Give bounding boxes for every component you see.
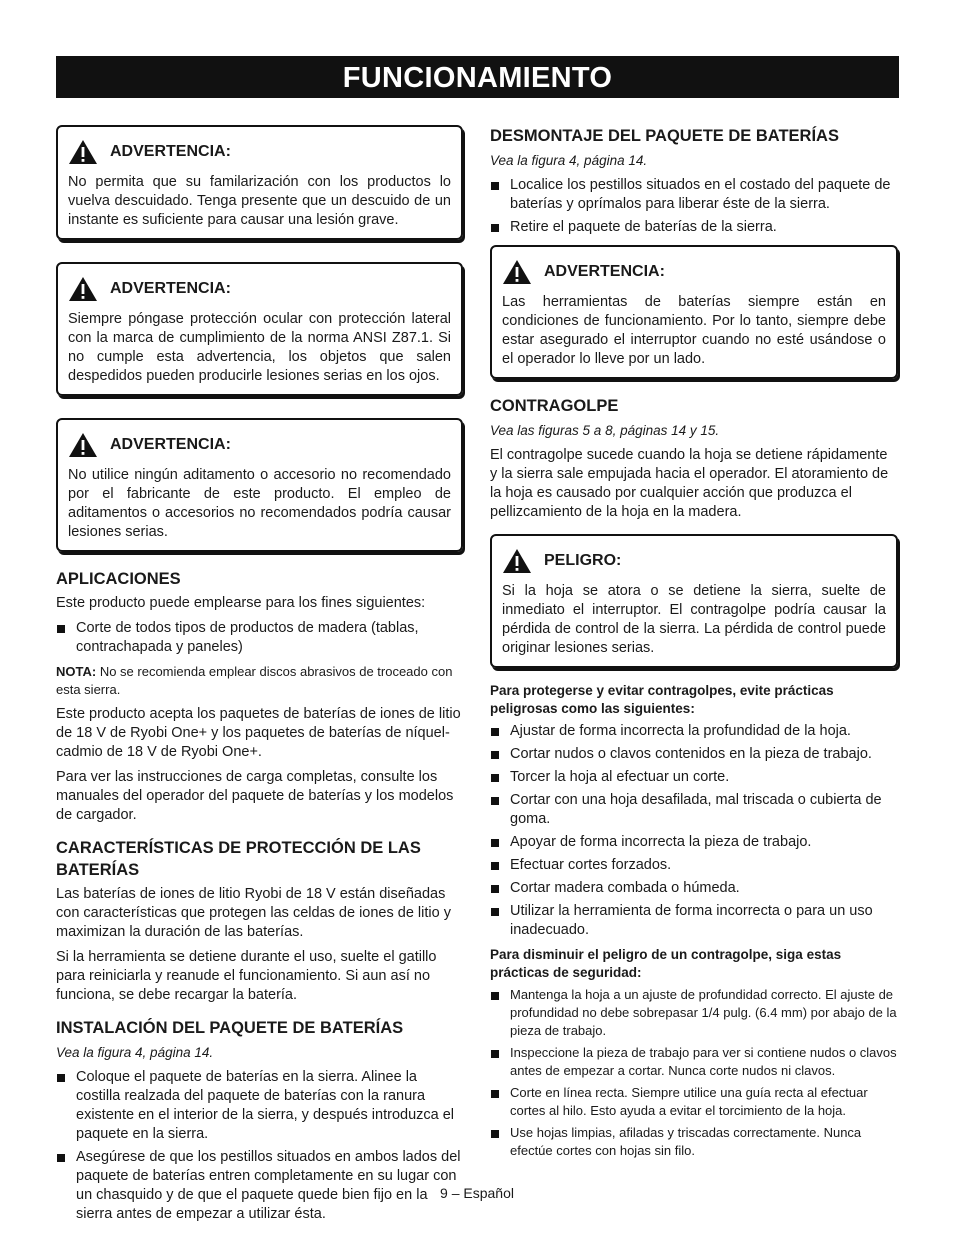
right-column	[490, 125, 898, 1172]
note-text: No se recomienda emplear discos abrasivos de troceado con esta sierra.	[56, 664, 453, 697]
warning-text: No permita que su familarización con los productos lo vuelva descuidado. Tenga presente que un descuido de un instante es suficiente para causar una lesión grave.	[68, 174, 451, 228]
bold-lead-text: Para protegerse y evitar contragolpes, evite prácticas peligrosas como las siguientes:	[490, 683, 834, 716]
bullet-list	[490, 176, 898, 237]
section-contragolpe	[490, 395, 898, 522]
list-item: Inspeccione la pieza de trabajo para ver si contiene nudos o clavos antes de empezar a cortar. Nunca corte nudos ni clavos.	[490, 1044, 898, 1080]
paragraph: Las baterías de iones de litio Ryobi de 18 V están diseñadas con características que protegen las celdas de iones de litio y maximizan la duración de las baterías.	[56, 886, 451, 940]
list-item: Retire el paquete de baterías de la sierra.	[490, 218, 898, 237]
warning-box	[490, 245, 898, 379]
figure-reference: Vea las figuras 5 a 8, páginas 14 y 15.	[490, 423, 720, 438]
list-item: Cortar nudos o clavos contenidos en la pieza de trabajo.	[490, 745, 898, 764]
danger-box	[490, 534, 898, 668]
warning-triangle-icon	[502, 259, 532, 285]
section-heading: DESMONTAJE DEL PAQUETE DE BATERÍAS	[490, 127, 839, 145]
warning-title: ADVERTENCIA:	[110, 143, 231, 160]
figure-reference: Vea la figura 4, página 14.	[56, 1045, 214, 1060]
page-title-banner: FUNCIONAMIENTO	[56, 56, 899, 98]
list-item: Efectuar cortes forzados.	[490, 856, 898, 875]
list-item: Cortar con una hoja desafilada, mal triscada o cubierta de goma.	[490, 791, 898, 829]
bullet-list	[56, 619, 463, 657]
list-item: Mantenga la hoja a un ajuste de profundidad correcto. El ajuste de profundidad no debe sobrepasar 1/4 pulg. (6.4 mm) por abajo de la pieza de trabajo.	[490, 986, 898, 1040]
left-column	[56, 125, 463, 1236]
danger-title: PELIGRO:	[544, 552, 622, 569]
list-item: Corte en línea recta. Siempre utilice una guía recta al efectuar cortes al hilo. Esto ayuda a evitar el torcimiento de la hoja.	[490, 1084, 898, 1120]
warning-text: No utilice ningún aditamento o accesorio no recomendado por el fabricante de este producto. El empleo de aditamentos o accesorios no recomendados podría causar lesiones serias.	[68, 467, 451, 540]
section-heading: CARACTERÍSTICAS DE PROTECCIÓN DE LAS BATERÍAS	[56, 839, 421, 879]
danger-text: Si la hoja se atora o se detiene la sierra, suelte de inmediato el interruptor. El contragolpe podría causar la pérdida de control de la sierra. La pérdida de control puede originar lesiones serias.	[502, 583, 886, 656]
list-item: Corte de todos tipos de productos de madera (tablas, contrachapada y paneles)	[56, 619, 463, 657]
figure-reference: Vea la figura 4, página 14.	[490, 153, 648, 168]
warning-box	[56, 418, 463, 552]
bullet-list	[490, 722, 898, 940]
paragraph: Este producto puede emplearse para los fines siguientes:	[56, 595, 426, 611]
list-item: Use hojas limpias, afiladas y triscadas correctamente. Nunca efectúe cortes con hojas sin filo.	[490, 1124, 898, 1160]
bold-lead-text: Para disminuir el peligro de un contragolpe, siga estas prácticas de seguridad:	[490, 947, 842, 980]
paragraph: Si la herramienta se detiene durante el uso, suelte el gatillo para reiniciarla y reanude el funcionamiento. Si aun así no funciona, se debe recargar la batería.	[56, 949, 437, 1003]
page-footer: 9 – Español	[440, 1185, 514, 1201]
list-item: Apoyar de forma incorrecta la pieza de trabajo.	[490, 833, 898, 852]
section-disminuir	[490, 946, 898, 1160]
warning-title: ADVERTENCIA:	[110, 436, 231, 453]
bullet-list	[490, 986, 898, 1160]
warning-triangle-icon	[68, 276, 98, 302]
section-aplicaciones	[56, 568, 463, 825]
warning-box	[56, 262, 463, 396]
section-heading: CONTRAGOLPE	[490, 397, 619, 415]
section-heading: APLICACIONES	[56, 570, 181, 588]
list-item: Cortar madera combada o húmeda.	[490, 879, 898, 898]
section-caracteristicas	[56, 837, 463, 1005]
warning-triangle-icon	[68, 139, 98, 165]
note-label: NOTA:	[56, 664, 97, 679]
note-paragraph	[56, 663, 463, 699]
warning-text: Las herramientas de baterías siempre están en condiciones de funcionamiento. Por lo tanto, siempre debe estar asegurado el interruptor cuando no esté usándose o el operador lo lleve por un lado.	[502, 294, 886, 367]
warning-title: ADVERTENCIA:	[544, 263, 665, 280]
warning-text: Siempre póngase protección ocular con protección lateral con la marca de cumplimiento de la norma ANSI Z87.1. Si no cumple esta advertencia, los objetos que salen despedidos pueden producirle lesiones serias en los ojos.	[68, 311, 451, 384]
section-desmontaje	[490, 125, 898, 237]
list-item: Torcer la hoja al efectuar un corte.	[490, 768, 898, 787]
list-item: Ajustar de forma incorrecta la profundidad de la hoja.	[490, 722, 898, 741]
section-evitar	[490, 682, 898, 940]
paragraph: Este producto acepta los paquetes de baterías de iones de litio de 18 V de Ryobi One+ y los paquetes de baterías de níquel-cadmio de 18 V de Ryobi One+.	[56, 706, 461, 760]
paragraph: El contragolpe sucede cuando la hoja se detiene rápidamente y la sierra sale empujada hacia el operador. El atoramiento de la hoja es causado por cualquier acción que produzca el pellizcamiento de la hoja en la madera.	[490, 447, 889, 520]
section-heading: INSTALACIÓN DEL PAQUETE DE BATERÍAS	[56, 1019, 404, 1037]
list-item: Utilizar la herramienta de forma incorrecta o para un uso inadecuado.	[490, 902, 898, 940]
paragraph: Para ver las instrucciones de carga completas, consulte los manuales del operador del paquete de baterías y los modelos de cargador.	[56, 769, 454, 823]
warning-box	[56, 125, 463, 240]
list-item: Asegúrese de que los pestillos situados en ambos lados del paquete de baterías entren completamente en su lugar con un chasquido y de que el paquete quede bien fijo en la sierra antes de empezar a utilizar ésta.	[56, 1148, 463, 1224]
warning-triangle-icon	[502, 548, 532, 574]
warning-triangle-icon	[68, 432, 98, 458]
list-item: Coloque el paquete de baterías en la sierra. Alinee la costilla realzada del paquete de baterías con la ranura existente en el interior de la sierra, y después introduzca el paquete en la sierra.	[56, 1068, 463, 1144]
list-item: Localice los pestillos situados en el costado del paquete de baterías y oprímalos para liberar éste de la sierra.	[490, 176, 898, 214]
warning-title: ADVERTENCIA:	[110, 280, 231, 297]
